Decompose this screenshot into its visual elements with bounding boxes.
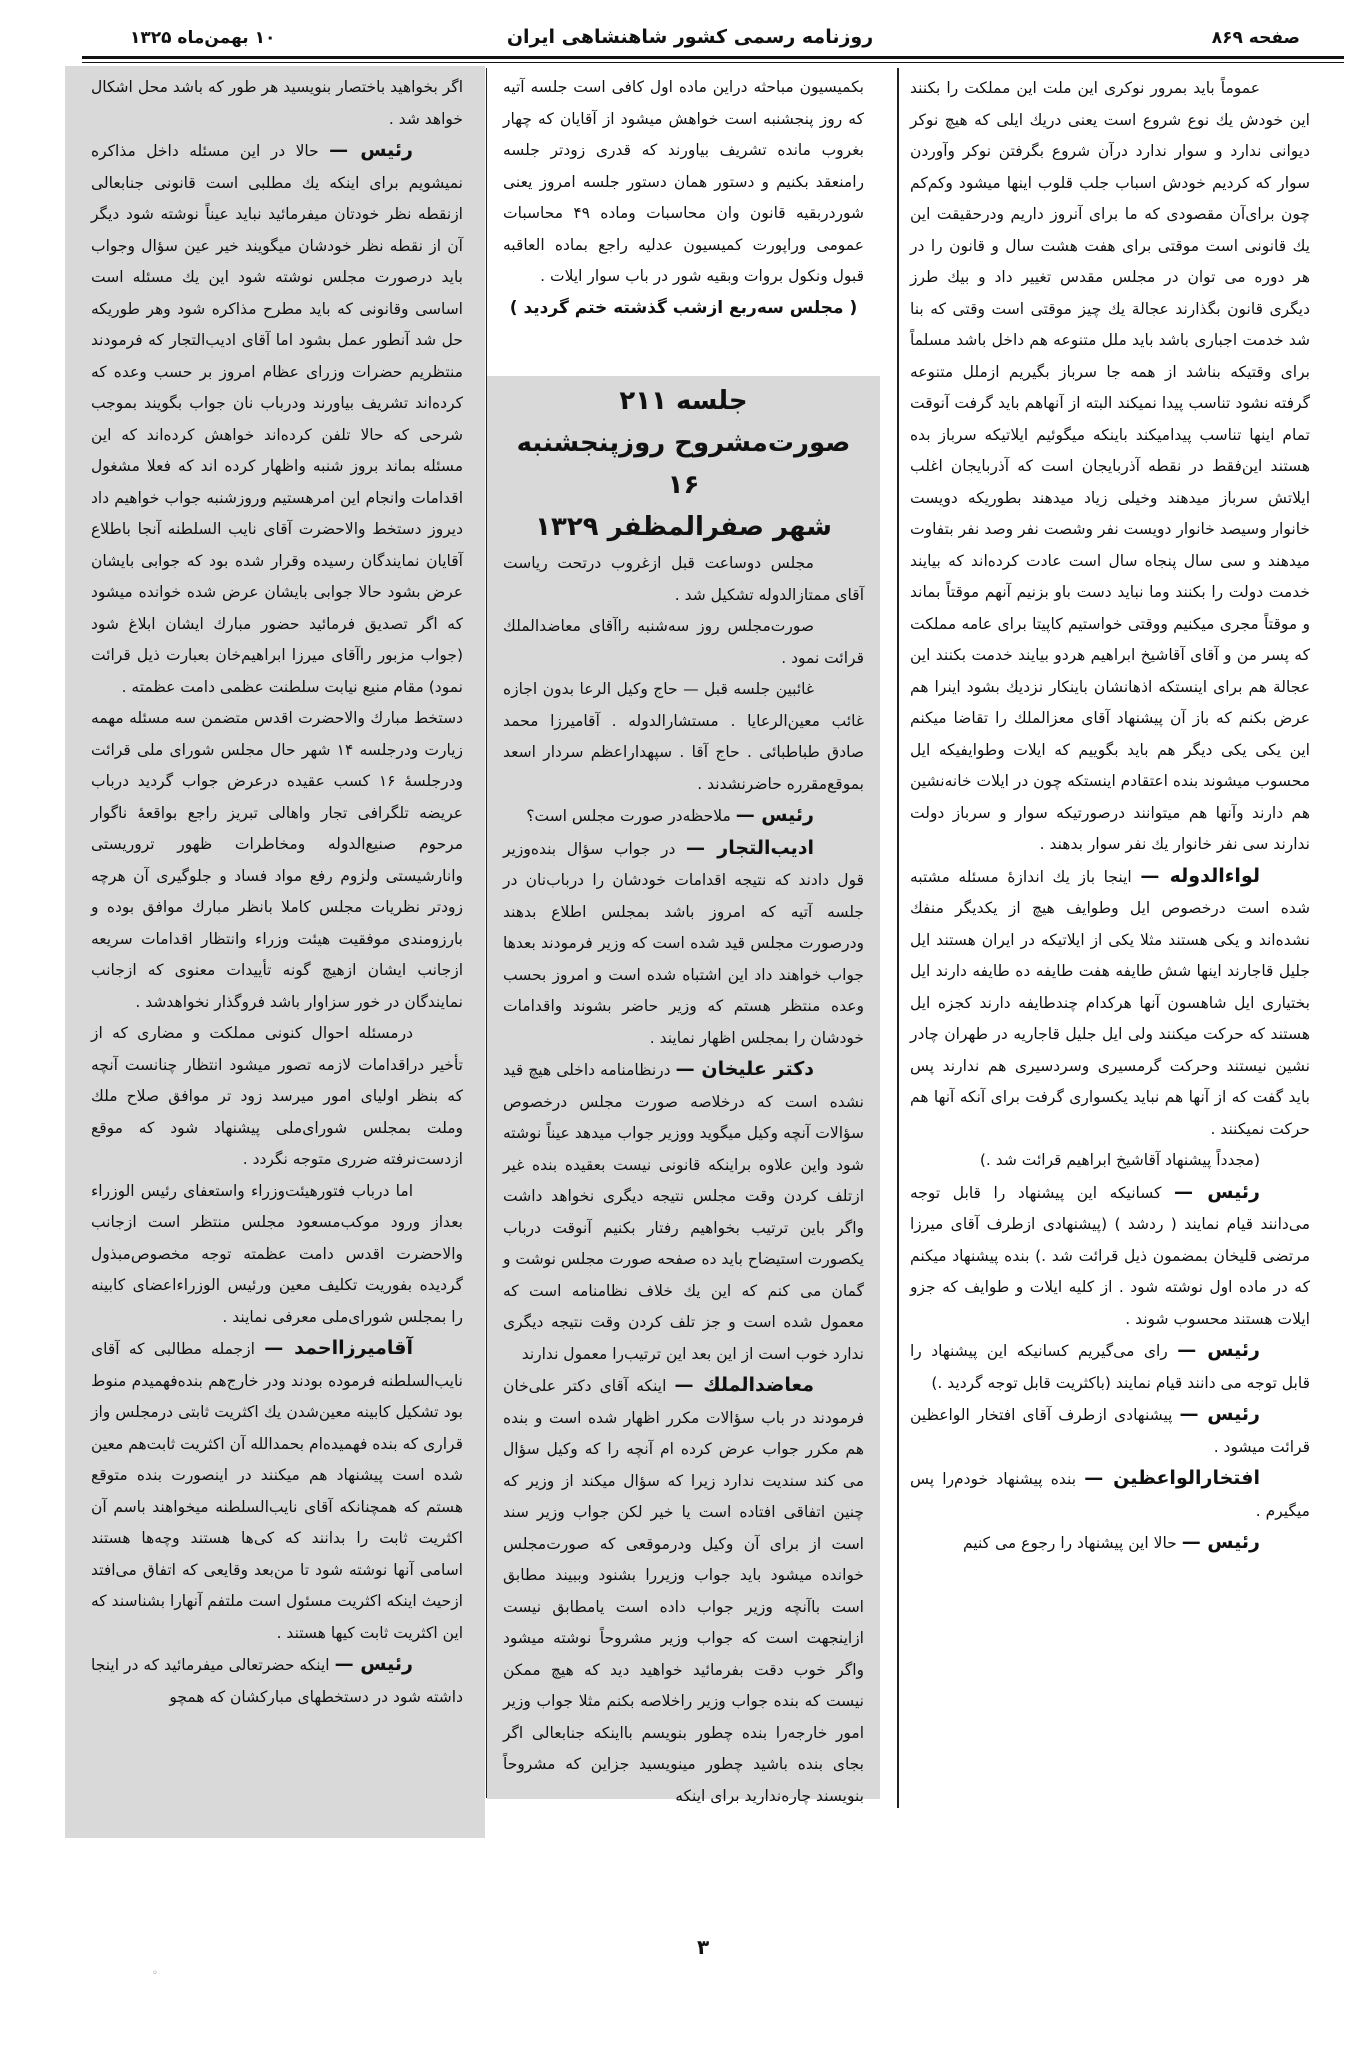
masthead-rule-thick (82, 56, 1344, 59)
paragraph-text: ملاحظه‌در صورت مجلس است؟ (526, 807, 731, 825)
speaker-name: لواءالدوله — (1140, 864, 1260, 887)
speaker-name: افتخارالواعظین — (1084, 1467, 1260, 1489)
paragraph (910, 1335, 1310, 1399)
paragraph-text: بنده پیشنهاد خودم‌را پس میگیرم . (910, 1470, 1310, 1520)
paragraph (910, 861, 1310, 1146)
session-end-note: ( مجلس سه‌ربع ازشب گذشته ختم گردید ) (509, 297, 858, 318)
paragraph-text: درنظامنامه داخلی هیچ قید نشده است که درخلاصه صورت مجلس درخصوص سؤالات آنچه وکیل میگوید ووزیر جواب میدهد عیناً نوشته شود واین علاوه براینکه قانونی نیست بعقیده بنده غیر ازتلف کردن وقت مجلس نتیجه دیگری نخواهد داشت واگر باین ترتیب بخواهیم رفتار بکنیم آنوقت درباب یکصورت استیضاح باید ده صفحه صورت مجلس نوشت و گمان می کنم که این یك خلاف نظامنامه است که معمول شده است و جز تلف کردن وقت نتیجه دیگری ندارد خوب است از این بعد این ترتیب‌را معمول ندارند (503, 1061, 864, 1363)
paragraph-text: پیشنهادی ازطرف آقای افتخار الواعظین قرائت میشود . (910, 1406, 1310, 1456)
paragraph (910, 1399, 1310, 1463)
session-title: صورت‌مشروح روزپنجشنبه ۱۶ (516, 428, 851, 500)
paragraph-text: حالا این پیشنهاد را رجوع می کنیم (962, 1534, 1177, 1552)
paragraph (91, 1018, 463, 1176)
paragraph (91, 1649, 463, 1713)
paragraph (91, 703, 463, 1018)
session-211-block (487, 376, 880, 1805)
speaker-name: رئیس — (334, 1653, 413, 1675)
paragraph (503, 1054, 864, 1370)
masthead (40, 20, 1340, 60)
paragraph (91, 1333, 463, 1649)
paragraph-text: درمسئله احوال کنونی مملکت و مضاری که از تأخیر دراقدامات لازمه تصور میشود انتظار چنانست آنچه که بنظر اولیای امور میرسد زود تر موافق صلاح ملك وملت بمجلس شورای‌ملی پیشنهاد شود که موقع ازدست‌نرفته ضرری متوجه نگردد . (91, 1024, 463, 1168)
speaker-name: دکتر علیخان — (675, 1058, 815, 1080)
previous-session-end (487, 66, 880, 376)
page-number: ۳ (697, 1935, 710, 1959)
paragraph (91, 72, 463, 135)
speaker-name: رئیس — (1174, 1180, 1260, 1203)
speaker-name: آقامیرزااحمد — (264, 1337, 413, 1359)
paragraph (503, 548, 864, 611)
paragraph (503, 833, 864, 1055)
column-left (65, 66, 485, 1838)
paragraph-text: اینجا باز یك اندازهٔ مسئله مشتبه شده است درخصوص ایل وطوایف هیچ از یکدیگر منفك نشده‌اند و یکی هستند مثلا یکی از ایلاتیکه در ایران هستند ایل جلیل قاجارند اینها شش طایفه هفت طایفه ده طایفه دارند ایل بختیاری ایل شاهسون آنها هرکدام چندطایفه دارند کجزه ایل هستند که حرکت میکنند ولی ایل جلیل قاجاریه در طهران چادر نشین نیستند وحرکت گرمسیری وسردسیری هم ندارند پس باید گفت که از آنها هم نباید یکسواری گرفت برای آنکه آنها هم حرکت نمیکنند . (910, 867, 1310, 1138)
paragraph (503, 800, 864, 833)
speaker-name: رئیس — (1179, 1403, 1260, 1425)
paragraph-text: اما درباب فتورهیئت‌وزراء واستعفای رئیس الوزراء بعداز ورود موکب‌مسعود مجلس منتظر است ازجانب والاحضرت اقدس دامت عظمته توجه مخصوص‌مبذول گردیده بفوریت تکلیف معین ورئیس الوزراءاعضای کابینه را بمجلس شورای‌ملی معرفی نمایند . (91, 1181, 463, 1326)
issue-date: ۱۰ بهمن‌ماه ۱۳۲۵ (130, 28, 276, 48)
speaker-name: ادیب‌التجار — (686, 836, 814, 859)
session-date: شهر صفرالمظفر ۱۳۲۹ (535, 512, 832, 542)
paragraph (503, 1370, 864, 1812)
paragraph (91, 1176, 463, 1334)
column-right (900, 66, 1330, 1560)
paragraph (910, 72, 1310, 861)
paragraph (910, 1145, 1310, 1177)
speaker-name: رئیس — (329, 139, 413, 161)
column-middle (487, 66, 880, 1805)
paragraph (503, 674, 864, 800)
speaker-name: رئیس — (1181, 1531, 1260, 1553)
paragraph-text: کسانیکه این پیشنهاد را قابل توجه می‌دانند قیام نمایند ( ردشد ) (پیشنهادی ازطرف آقای میرزا مرتضی قلیخان بمضمون ذیل قرائت شد .) بنده پیشنهاد میکنم که در ماده اول نوشته شود . از کلیه ایلات و طوایف که جزو ایلات هستند محسوب شوند . (910, 1183, 1310, 1328)
paragraph (910, 1527, 1310, 1560)
paragraph (910, 1177, 1310, 1336)
paragraph-text: عموماً باید بمرور نوکری این ملت این مملکت را بکنند این خودش یك نوع شروع است یعنی دریك ایلی که هیچ نوکر دیوانی ندارد و سوار ندارد درآن شروع بگرفتن نوکر وآوردن سوار که کردیم خودش اسباب جلب قلوب اینها میشود وکم‌کم چون برای‌آن مقصودی که ما برای آنروز داریم ودرحقیقت این یك قانونی است موقتی برای هفت هشت سال و قانون را در هر دوره می توان در مجلس مقدس تغییر داد و بیك طرز دیگری قانون بگذارند عجالة یك چیز موقتی است وقتی که بنا شد خدمت اجباری باشد باید ملل متنوعه هم داخل باشد مسلماً برای وقتیکه بناشد از همه جا سرباز بگیریم ازملل متنوعه گرفته نشود تناسب پیدا نمیکند البته از آنهاهم باید گرفت آنوقت تمام اینها تناسب پیدامیکند باینکه میگوئیم ایلاتیکه سرباز بده هستند این‌فقط در نقطه آذربایجان است که آذربایجان اغلب ایلاتش سرباز میدهند وخیلی زیاد میدهند بطوریکه دویست خانوار وسیصد خانوار دویست نفر وشصت نفر وصد نفر بتفاوت میدهند و سی سال پنجاه سال است عادت کرده‌اند که بیایند خدمت دولت را بکنند وما نباید دست باو بزنیم آنهم موقتاً بماند و موقتاً مجری میکنیم ووقتی خواستیم کاپیتا برای عامه مملکت که پسر من و آقای آقاشیخ ابراهیم هردو بیایند خدمت بکنند این عجالة هم برای اینستکه اذهانشان باینکار نزدیك بشود اینرا هم عرض بکنم که باز آن پیشنهاد آقای معزالملك را تقاضا میکنم این یکی یکی دیگر هم باید بگوییم که ایلات وطوایفیکه ایل محسوب میشوند بنده اعتقادم اینستکه چون در ایلات خانه‌نشین هم دارند وآنها هم میتوانند درصورتیکه سوار و سرباز دولت ندارند سی نفر خانوار یك نفر سوار بدهند . (910, 79, 1310, 853)
paragraph-text: ازجمله مطالبی که آقای نایب‌السلطنه فرموده بودند ودر خارج‌هم بنده‌فهمیدم منوط بود تشکیل کابینه معین‌شدن یك اکثریت ثابتی درمجلس واز قراری که بنده فهمیده‌ام بحمدالله آن اکثریت ثابت‌هم معین شده است پیشنهاد هم میکنند در اینصورت بنده متوقع هستم که همچنانکه آقای نایب‌السلطنه میخواهند باسم آن اکثریت ثابت را بدانند که کی‌ها هستند وچه‌ها هستند اسامی آنها نوشته شود تا من‌بعد وقایعی که اتفاق می‌افتد ازحیث اینکه اکثریت مسئول است ملتفم آنهارا بشناسند که این اکثریت ثابت کیها هستند . (91, 1340, 463, 1642)
paragraph-text: (مجدداً پیشنهاد آقاشیخ ابراهیم قرائت شد .) (979, 1151, 1260, 1169)
paragraph-text: رای می‌گیریم کسانیکه این پیشنهاد را قابل توجه می دانند قیام نمایند (باکثریت قابل توجه گردید .) (910, 1342, 1310, 1392)
paragraph (910, 1463, 1310, 1527)
paragraph (503, 611, 864, 674)
paragraph-text: در جواب سؤال بنده‌وزیر قول دادند که نتیجه اقدامات خودشان را درباب‌نان در جلسه آتیه که امروز باشد بمجلس اطلاع بدهند ودرصورت مجلس قید شده است که وزیر فرمودند بعدها جواب خواهند داد این اشتباه شده است و امروز بحسب وعده منتظر هستم که وزیر حاضر بشوند واقدامات خودشان را بمجلس اظهار نمایند . (503, 839, 864, 1047)
page-label: صفحه ۸۶۹ (1211, 28, 1300, 48)
masthead-rule-thin (82, 62, 1344, 63)
scan-speck: ◦ (152, 1968, 158, 1979)
speaker-name: رئیس — (1177, 1339, 1260, 1361)
paragraph-text: صورت‌مجلس روز سه‌شنبه راآقای معاضدالملك قرائت نمود . (503, 617, 864, 667)
paragraph-text: اینکه آقای دکتر علی‌خان فرمودند در باب سؤالات مکرر اظهار شده است و بنده هم مکرر جواب عرض کرده ام آنچه را که وکیل سؤال می کند سندیت ندارد زیرا که سؤال میکند از وزیر که چنین اتفاقی افتاده است یا خیر لکن جواب وزیر سند است از برای آن وکیل ودرموقعی که صورت‌مجلس خوانده میشود باید جواب وزیر‌را بشنود وببیند مطابق است باآنچه وزیر جواب داده است یامطابق نیست ازاینجهت است که جواب وزیر مشروحاً نوشته میشود واگر خوب دقت بفرمائید خواهید دید که هیچ ممکن نیست که بنده جواب وزیر راخلاصه بکنم مثلا جواب وزیر امور خارجه‌را بنده چطور بنویسم بااینکه جنابعالی اگر بجای بنده باشید چطور مینویسید جزاین که مشروحاً بنویسند چاره‌ندارید برای اینکه (503, 1377, 864, 1805)
newspaper-title: روزنامه رسمی کشور شاهنشاهی ایران (506, 26, 874, 48)
session-number: جلسه ۲۱۱ (619, 386, 748, 416)
paragraph-text: دستخط مبارك والاحضرت اقدس متضمن سه مسئله مهمه زیارت ودرجلسه ۱۴ شهر حال مجلس شورای ملی قرائت ودرجلسهٔ ۱۶ کسب عقیده درعرض جواب گردید درباب عریضه تلگرافی تجار واهالی تبریز راجع بواقعهٔ ناگوار مرحوم صنیع‌الدوله ومخاطرات ظهور تروریستی وانارشیستی ولزوم رفع مواد فساد و جلوگیری آن هرچه زودتر نظریات مجلس کاملا بانظر مبارك موافق بوده و بارزومندی موفقیت هیئت وزراء وانتظار اقدامات سریعه ازجانب ایشان ازهیچ گونه تأییدات معنوی که ازجانب نمایندگان در خور سزاوار باشد فروگذار نخواهدشد . (91, 709, 464, 1011)
column-divider (897, 68, 899, 1808)
speaker-name: معاضدالملك — (674, 1374, 814, 1396)
paragraph-text: اگر بخواهید باختصار بنویسید هر طور که باشد محل اشکال خواهد شد . (91, 78, 463, 128)
speaker-name: رئیس — (735, 804, 814, 826)
paragraph-text: غائبین جلسه قبل — حاج وکیل الرعا بدون اجازه غائب معین‌الرعایا . مستشارالدوله . آقامیرزا محمد صادق طباطبائی . حاج آقا . سپهداراعظم سردار اسعد بموقع‌مقرره حاضرنشدند . (503, 680, 864, 793)
paragraph: بکمیسیون مباحثه دراین ماده اول کافی است جلسه آتیه که روز پنجشنبه است خواهش میشود از آقایان که چهار بغروب مانده تشریف بیاورند که قدری زودتر جلسه رامنعقد بکنیم و دستور همان دستور جلسه امروز یعنی شوردربقیه قانون وان محاسبات وماده ۴۹ محاسبات عمومی وراپورت کمیسیون عدلیه راجع بماده العاقبه قبول ونکول بروات وبقیه شور در باب سوار ایلات . (503, 78, 865, 285)
paragraph-text: اینکه حضرتعالی میفرمائید که در اینجا داشته شود در دستخطهای مبارکشان که همچو (91, 1656, 463, 1706)
paragraph-text: حالا در این مسئله داخل مذاکره نمیشویم برای اینکه یك مطلبی است قانونی جنابعالی ازنقطه نظر خودتان میفرمائید نباید عیناً نوشته شود دیگر آن از نقطه نظر خودشان میگویند خیر عین سؤال وجواب باید درصورت مجلس نوشته شود این یك مسئله است اساسی وقانونی که باید مطرح مذاکره شود وهر طوریکه حل شد آنطور عمل بشود اما آقای ادیب‌التجار که فرمودند منتظریم حضرات وزرای عظام امروز بر حسب وعده که کرده‌اند تشریف بیاورند ودرباب نان جواب بگویند بموجب شرحی که حالا تلفن کرده‌اند خواهش کرده‌اند که این مسئله بماند بروز شنبه واظهار کرده اند که فعلا مشغول اقدامات وانجام این امرهستیم وروزشنبه جواب خواهیم داد دیروز دستخط والاحضرت آقای نایب السلطنه آنجا باطلاع آقایان نمایندگان رسیده وقرار شده بود که جوابی بایشان عرض بشود حالا جوابی بایشان عرض شده خوانده میشود که اگر تصدیق فرمائید حضور مبارك ایشان ابلاغ شود (جواب مزبور راآقای میرزا ابراهیم‌خان بعبارت ذیل قرائت نمود) مقام منیع نیابت سلطنت عظمی دامت عظمته . (91, 142, 463, 696)
paragraph-text: مجلس دوساعت قبل ازغروب درتحت ریاست آقای ممتازالدوله تشکیل شد . (503, 554, 864, 604)
paragraph (91, 135, 463, 703)
